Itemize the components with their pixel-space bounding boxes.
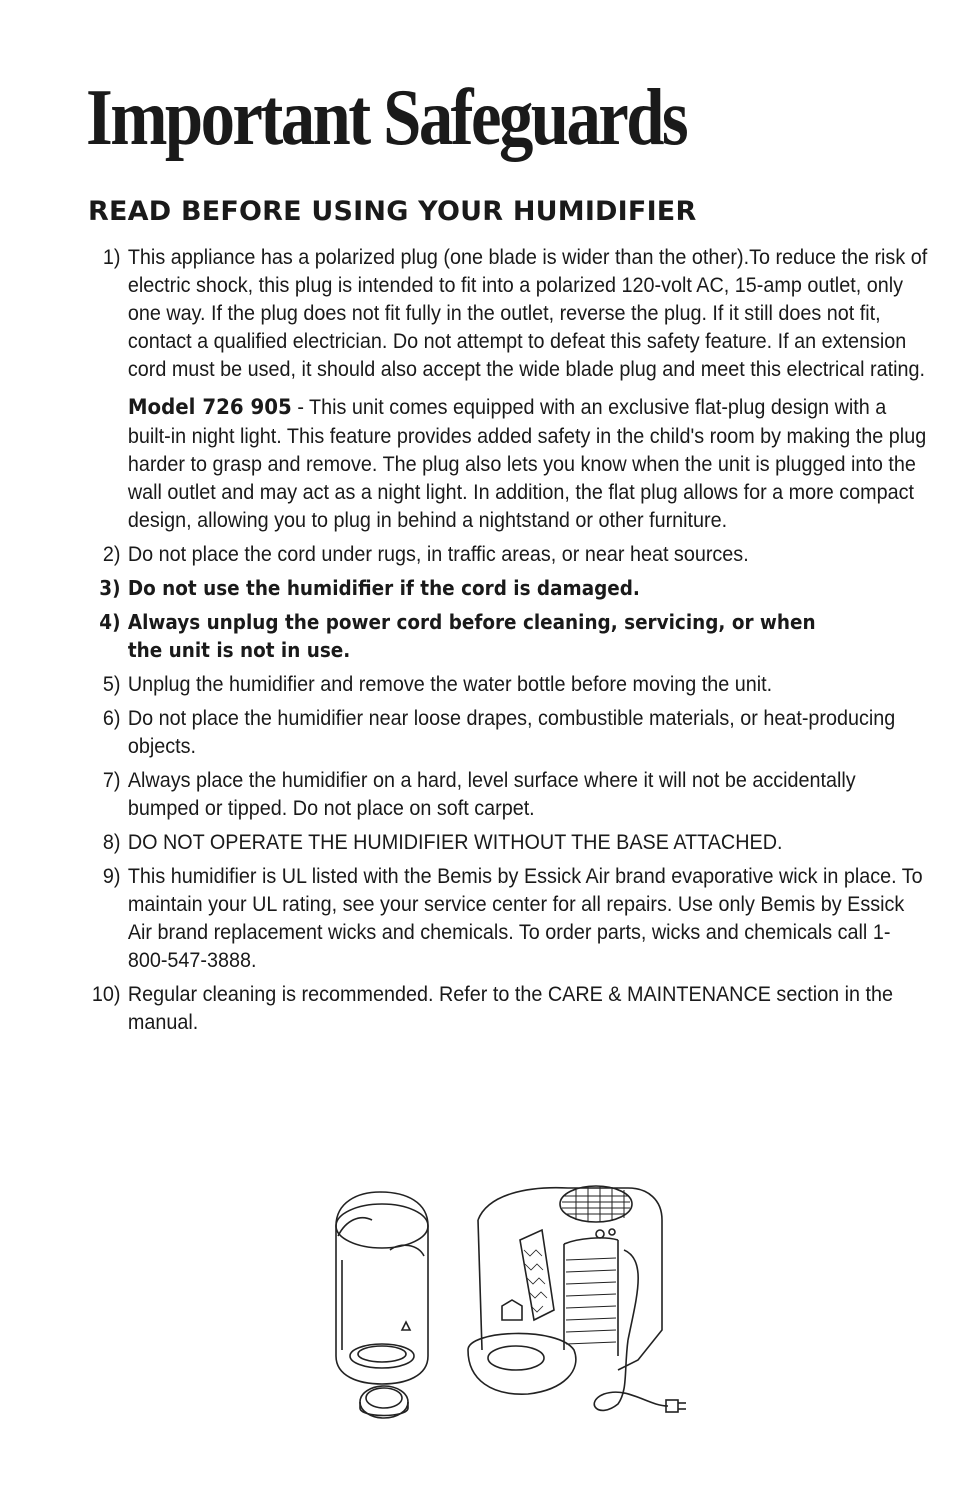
- item-number: 2): [102, 542, 121, 566]
- list-item: [80, 704, 896, 760]
- list-item: [80, 828, 844, 856]
- item-number: 6): [102, 706, 121, 730]
- item-text: Regular cleaning is recommended. Refer to the CARE & MAINTENANCE section in the manual.: [127, 982, 893, 1034]
- list-item: [80, 574, 844, 602]
- item-text: Always unplug the power cord before cleaning, servicing, or when the unit is not in use.: [127, 610, 816, 662]
- item-number: 5): [102, 672, 121, 696]
- item-number: 10): [91, 982, 121, 1006]
- item-text: Always place the humidifier on a hard, level surface where it will not be accidentally bumped or tipped. Do not place on soft carpet.: [127, 768, 856, 820]
- item-number: 1): [102, 245, 121, 269]
- item-text: Do not place the humidifier near loose drapes, combustible materials, or heat-producing objects.: [127, 706, 896, 758]
- item-number: 4): [99, 610, 121, 634]
- model-note: [128, 393, 930, 534]
- list-item: [80, 862, 923, 974]
- safeguards-list: [80, 243, 928, 1042]
- list-item: [80, 608, 844, 664]
- water-bottle-icon: [336, 1192, 428, 1384]
- humidifier-icon: [328, 1180, 690, 1430]
- item-text: Unplug the humidifier and remove the water bottle before moving the unit.: [127, 672, 773, 696]
- humidifier-base-icon: [468, 1186, 662, 1394]
- power-cord-icon: [594, 1340, 686, 1412]
- item-number: 9): [102, 864, 121, 888]
- page-title: Important Safeguards: [86, 74, 687, 162]
- bottle-cap-icon: [360, 1386, 408, 1418]
- item-text: DO NOT OPERATE THE HUMIDIFIER WITHOUT THE BASE ATTACHED.: [127, 830, 783, 854]
- list-item: [80, 243, 928, 534]
- list-item: [80, 766, 856, 822]
- list-item: [80, 980, 893, 1036]
- item-text: Do not use the humidifier if the cord is damaged.: [127, 576, 640, 600]
- item-number: 3): [99, 576, 121, 600]
- section-heading: READ BEFORE USING YOUR HUMIDIFIER: [88, 196, 697, 227]
- list-item: [80, 540, 844, 568]
- item-text: This humidifier is UL listed with the Bemis by Essick Air brand evaporative wick in place. To maintain your UL rating, see your service center for all repairs. Use only Bemis by Essick Air brand replacement wicks and chemicals. To order parts, wicks and chemicals call 1-800-547-3888.: [127, 864, 923, 972]
- model-label: Model 726 905: [127, 395, 292, 420]
- item-text: This appliance has a polarized plug (one blade is wider than the other).To reduce the risk of electric shock, this plug is intended to fit into a polarized 120-volt AC, 15-amp outlet, only one way. If the plug does not fit fully in the outlet, reverse the plug. If it still does not fit, contact a qualified electrician. Do not attempt to defeat this safety feature. If an extension cord must be used, it should also accept the wide blade plug and meet this electrical rating.: [127, 245, 928, 381]
- list-item: [80, 670, 844, 698]
- item-number: 8): [102, 830, 121, 854]
- model-note-text: - This unit comes equipped with an exclusive flat-plug design with a built-in night light. This feature provides added safety in the child's room by making the plug harder to grasp and remove. The plug also lets you know when the unit is plugged into the wall outlet and may act as a night light. In addition, the flat plug allows for a more compact design, allowing you to plug in behind a nightstand or other furniture.: [127, 395, 927, 532]
- item-text: Do not place the cord under rugs, in traffic areas, or near heat sources.: [127, 542, 749, 566]
- item-number: 7): [102, 768, 121, 792]
